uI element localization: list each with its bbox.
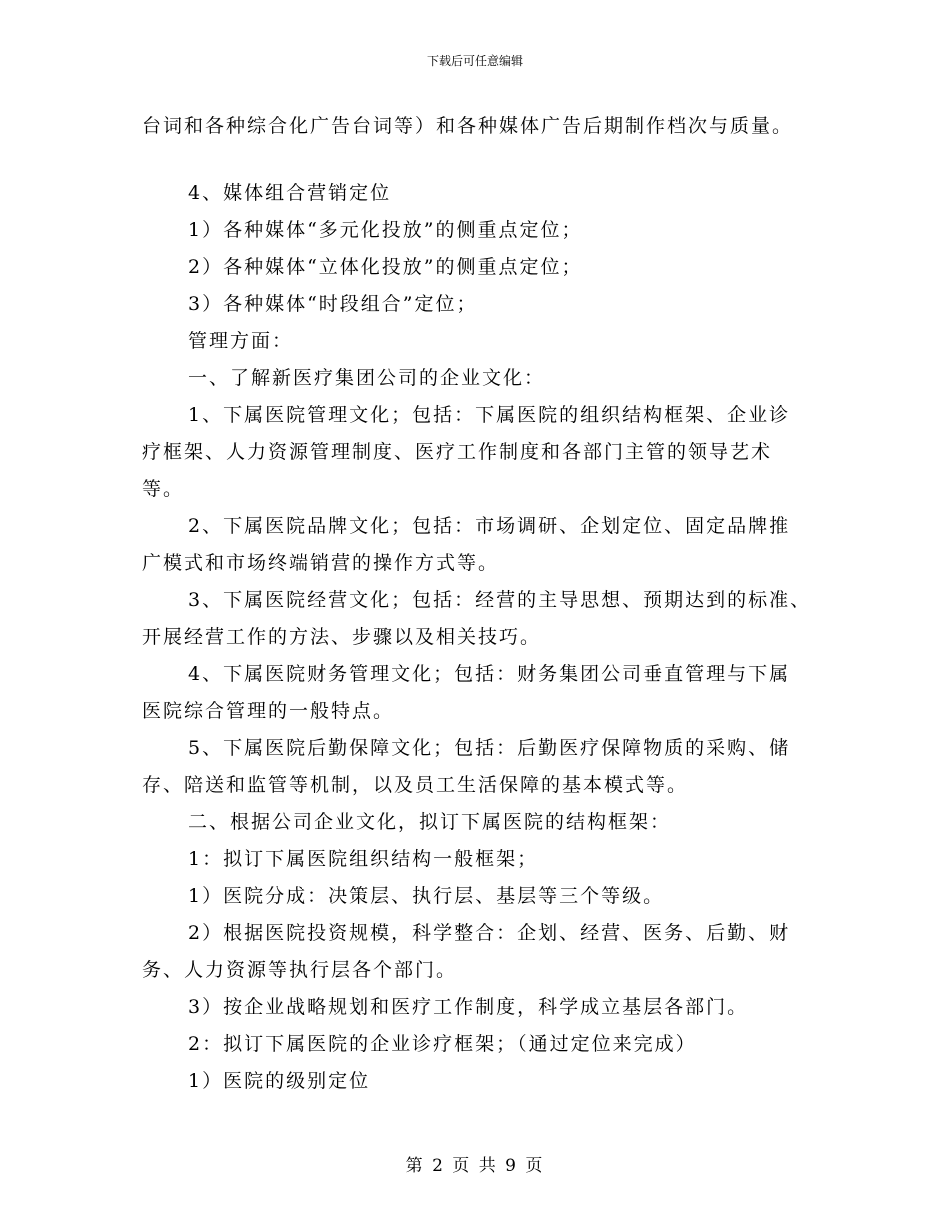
paragraph-line: 3、下属医院经营文化；包括：经营的主导思想、预期达到的标准、 xyxy=(188,589,812,611)
list-item: 2：拟订下属医院的企业诊疗框架；（通过定位来完成） xyxy=(188,1033,697,1055)
section-heading: 管理方面： xyxy=(188,330,294,352)
paragraph-line: 2、下属医院品牌文化；包括：市场调研、企划定位、固定品牌推 xyxy=(188,515,791,537)
paragraph-line: 等。 xyxy=(142,478,185,500)
list-item: 1）医院的级别定位 xyxy=(188,1070,371,1092)
paragraph-line: 5、下属医院后勤保障文化；包括：后勤医疗保障物质的采购、储 xyxy=(188,737,791,759)
list-item: 3）各种媒体“时段组合”定位； xyxy=(188,293,478,315)
paragraph-line: 医院综合管理的一般特点。 xyxy=(142,700,395,722)
paragraph-line: 疗框架、人力资源管理制度、医疗工作制度和各部门主管的领导艺术 xyxy=(142,441,773,463)
list-item: 1）各种媒体“多元化投放”的侧重点定位； xyxy=(188,219,583,241)
list-item: 1）医院分成：决策层、执行层、基层等三个等级。 xyxy=(188,885,665,907)
paragraph-line: 台词和各种综合化广告台词等）和各种媒体广告后期制作档次与质量。 xyxy=(142,115,794,137)
page-header: 下载后可任意编辑 xyxy=(426,54,523,68)
section-heading: 4、媒体组合营销定位 xyxy=(188,182,392,204)
paragraph-line: 1、下属医院管理文化；包括：下属医院的组织结构框架、企业诊 xyxy=(188,404,791,426)
section-heading: 一、了解新医疗集团公司的企业文化： xyxy=(188,367,546,389)
document-body xyxy=(142,108,814,1100)
list-item: 3）按企业战略规划和医疗工作制度，科学成立基层各部门。 xyxy=(188,996,749,1018)
list-item: 2）各种媒体“立体化投放”的侧重点定位； xyxy=(188,256,583,278)
paragraph-line: 4、下属医院财务管理文化；包括：财务集团公司垂直管理与下属 xyxy=(188,663,791,685)
page-footer: 第 2 页 共 9 页 xyxy=(405,1156,545,1176)
section-heading: 二、根据公司企业文化，拟订下属医院的结构框架： xyxy=(188,811,672,833)
paragraph-line: 存、陪送和监管等机制，以及员工生活保障的基本模式等。 xyxy=(142,774,689,796)
paragraph-line: 务、人力资源等执行层各个部门。 xyxy=(142,959,458,981)
paragraph-line: 广模式和市场终端销营的操作方式等。 xyxy=(142,552,500,574)
paragraph-gap xyxy=(142,145,814,175)
paragraph-line: 开展经营工作的方法、步骤以及相关技巧。 xyxy=(142,626,542,648)
list-item: 2）根据医院投资规模，科学整合：企划、经营、医务、后勤、财 xyxy=(188,922,791,944)
list-item: 1：拟订下属医院组织结构一般框架； xyxy=(188,848,539,870)
